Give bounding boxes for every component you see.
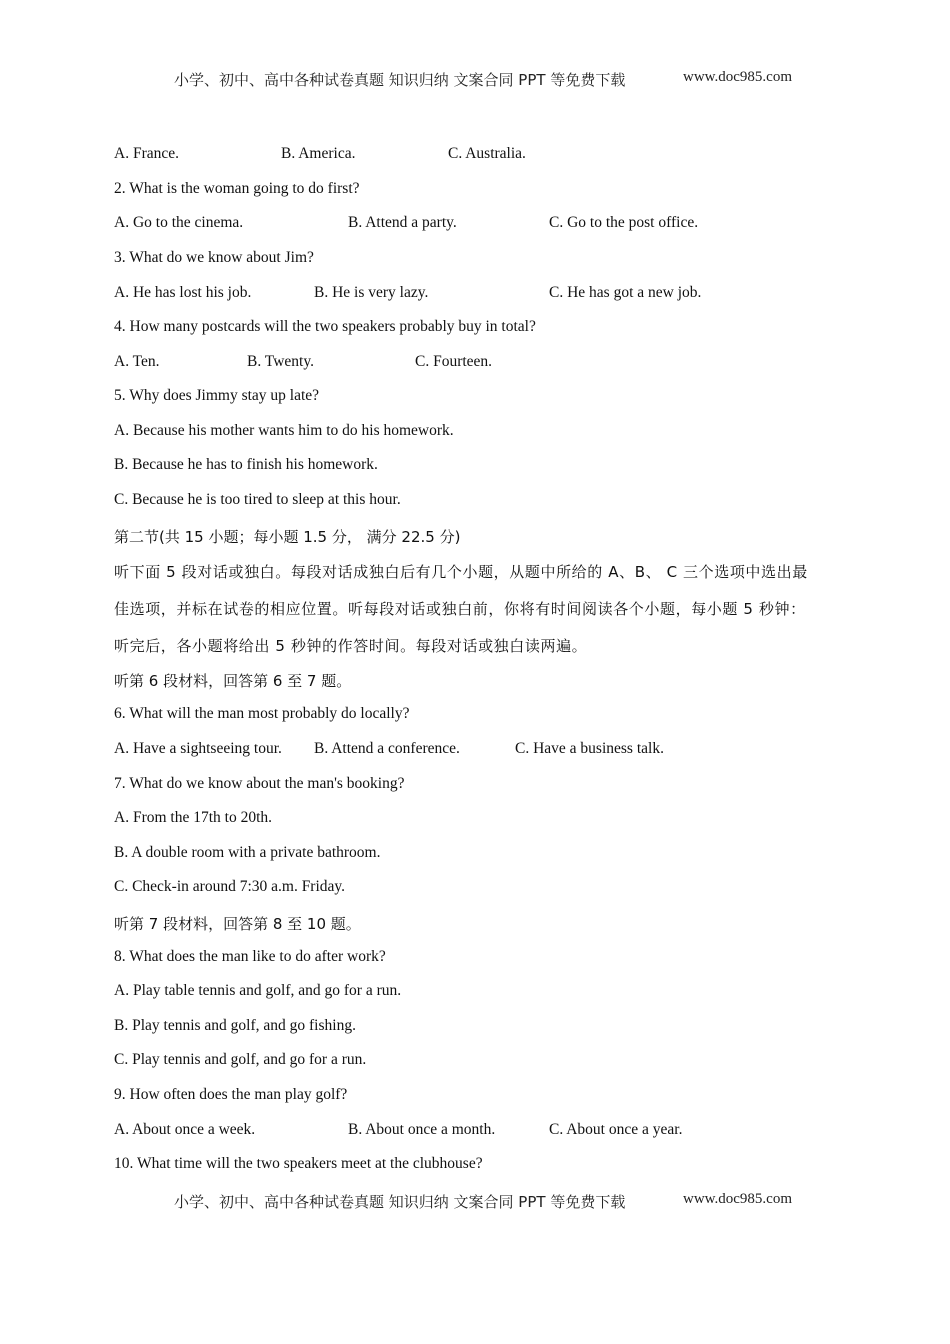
q3-option-b: B. He is very lazy.	[314, 284, 429, 301]
footer-url: www.doc985.com	[683, 1191, 793, 1207]
q2-option-c: C. Go to the post office.	[549, 214, 699, 231]
q6-option-a: A. Have a sightseeing tour.	[114, 740, 282, 757]
q10-question: 10. What time will the two speakers meet at the clubhouse?	[114, 1155, 483, 1172]
q1-option-c: C. Australia.	[448, 145, 526, 162]
q4-option-c: C. Fourteen.	[415, 353, 493, 370]
q6-question: 6. What will the man most probably do locally?	[114, 705, 410, 722]
q3-option-c: C. He has got a new job.	[549, 284, 702, 301]
q9-question: 9. How often does the man play golf?	[114, 1086, 348, 1103]
q5-option-c: C. Because he is too tired to sleep at this hour.	[114, 491, 401, 508]
footer-text: 小学、初中、高中各种试卷真题 知识归纳 文案合同 PPT 等免费下载	[174, 1193, 626, 1211]
q6-option-c: C. Have a business talk.	[515, 740, 664, 757]
q5-option-b: B. Because he has to finish his homework.	[114, 456, 378, 473]
section2-instruction-1: 听下面 5 段对话或独白。每段对话成独白后有几个小题，从题中所给的 A、B、 C 三个选项中选出最	[114, 563, 808, 581]
q8-question: 8. What does the man like to do after work?	[114, 948, 386, 965]
q8-option-c: C. Play tennis and golf, and go for a run.	[114, 1051, 367, 1068]
q7-option-c: C. Check-in around 7:30 a.m. Friday.	[114, 878, 346, 895]
q8-option-b: B. Play tennis and golf, and go fishing.	[114, 1017, 356, 1034]
q5-question: 5. Why does Jimmy stay up late?	[114, 387, 320, 404]
q2-option-b: B. Attend a party.	[348, 214, 457, 231]
header-text: 小学、初中、高中各种试卷真题 知识归纳 文案合同 PPT 等免费下载	[174, 71, 626, 89]
q1-option-b: B. America.	[281, 145, 356, 162]
section2-instruction-2: 佳选项，并标在试卷的相应位置。听每段对话或独白前，你将有时间阅读各个小题，每小题 5 秒钟：	[114, 600, 806, 618]
passage6-heading: 听第 6 段材料，回答第 6 至 7 题。	[114, 672, 352, 690]
q7-option-a: A. From the 17th to 20th.	[114, 809, 273, 826]
q5-option-a: A. Because his mother wants him to do his homework.	[114, 422, 454, 439]
section2-instruction-3: 听完后，各小题将给出 5 秒钟的作答时间。每段对话或独白读两遍。	[114, 637, 588, 655]
q3-question: 3. What do we know about Jim?	[114, 249, 314, 266]
q2-question: 2. What is the woman going to do first?	[114, 180, 360, 197]
q8-option-a: A. Play table tennis and golf, and go for a run.	[114, 982, 402, 999]
q9-option-b: B. About once a month.	[348, 1121, 496, 1138]
q9-option-c: C. About once a year.	[549, 1121, 683, 1138]
q7-question: 7. What do we know about the man's booking?	[114, 775, 405, 792]
q9-option-a: A. About once a week.	[114, 1121, 256, 1138]
section2-title: 第二节(共 15 小题；每小题 1.5 分， 满分 22.5 分)	[114, 528, 461, 546]
header-url: www.doc985.com	[683, 69, 793, 85]
q4-option-b: B. Twenty.	[247, 353, 314, 370]
q6-option-b: B. Attend a conference.	[314, 740, 460, 757]
q3-option-a: A. He has lost his job.	[114, 284, 252, 301]
q4-option-a: A. Ten.	[114, 353, 160, 370]
q1-option-a: A. France.	[114, 145, 179, 162]
q7-option-b: B. A double room with a private bathroom.	[114, 844, 381, 861]
q4-question: 4. How many postcards will the two speakers probably buy in total?	[114, 318, 536, 335]
q2-option-a: A. Go to the cinema.	[114, 214, 244, 231]
passage7-heading: 听第 7 段材料，回答第 8 至 10 题。	[114, 915, 361, 933]
